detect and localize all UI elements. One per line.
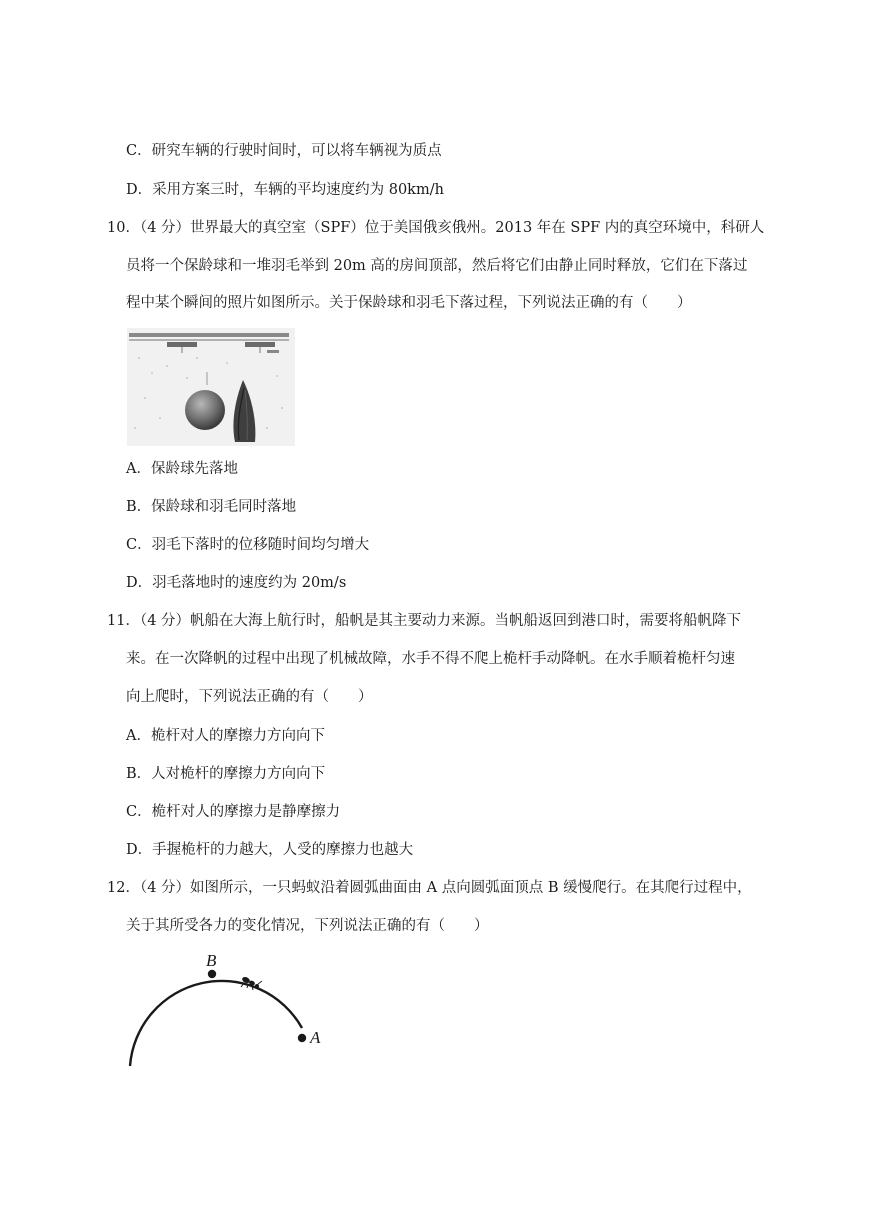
point-b (208, 970, 216, 978)
point-a (298, 1034, 306, 1042)
q11-stem-line-3: 向上爬时，下列说法正确的有（ ） (126, 689, 373, 705)
q10-stem-line-1: 10．（4 分）世界最大的真空室（SPF）位于美国俄亥俄州。2013 年在 SPF 内的真空环境中，科研人 (107, 220, 765, 236)
q9-option-d: D．采用方案三时，车辆的平均速度约为 80km/h (126, 182, 444, 198)
q10-option-a: A．保龄球先落地 (126, 461, 238, 477)
q12-stem-line-1: 12．（4 分）如图所示，一只蚂蚁沿着圆弧曲面由 A 点向圆弧面顶点 B 缓慢爬行。在其爬行过程中， (107, 880, 752, 896)
q9-option-c: C．研究车辆的行驶时间时，可以将车辆视为质点 (126, 143, 442, 159)
q11-option-b: B．人对桅杆的摩擦力方向向下 (126, 766, 326, 782)
q12-stem-line-2: 关于其所受各力的变化情况，下列说法正确的有（ ） (126, 918, 489, 934)
q10-option-d: D．羽毛落地时的速度约为 20m/s (126, 575, 347, 591)
label-a: A (310, 1028, 321, 1047)
q11-option-a: A．桅杆对人的摩擦力方向向下 (126, 728, 325, 744)
label-b: B (206, 951, 217, 970)
q10-option-b: B．保龄球和羽毛同时落地 (126, 499, 297, 515)
q11-stem-line-2: 来。在一次降帆的过程中出现了机械故障，水手不得不爬上桅杆手动降帆。在水手顺着桅杆匀速 (126, 651, 735, 667)
q10-stem-line-2: 员将一个保龄球和一堆羽毛举到 20m 高的房间顶部，然后将它们由静止同时释放，它们在下落过 (126, 258, 748, 274)
q11-option-c: C．桅杆对人的摩擦力是静摩擦力 (126, 804, 341, 820)
q10-option-c: C．羽毛下落时的位移随时间均匀增大 (126, 537, 370, 553)
q11-stem-line-1: 11．（4 分）帆船在大海上航行时，船帆是其主要动力来源。当帆船返回到港口时，需要将船帆降下 (107, 613, 742, 629)
vacuum-chamber-photo (127, 328, 295, 446)
arc-surface-diagram (118, 944, 338, 1074)
q10-stem-line-3: 程中某个瞬间的照片如图所示。关于保龄球和羽毛下落过程，下列说法正确的有（ ） (126, 295, 692, 311)
arc-surface (130, 981, 302, 1066)
q11-option-d: D．手握桅杆的力越大，人受的摩擦力也越大 (126, 842, 414, 858)
